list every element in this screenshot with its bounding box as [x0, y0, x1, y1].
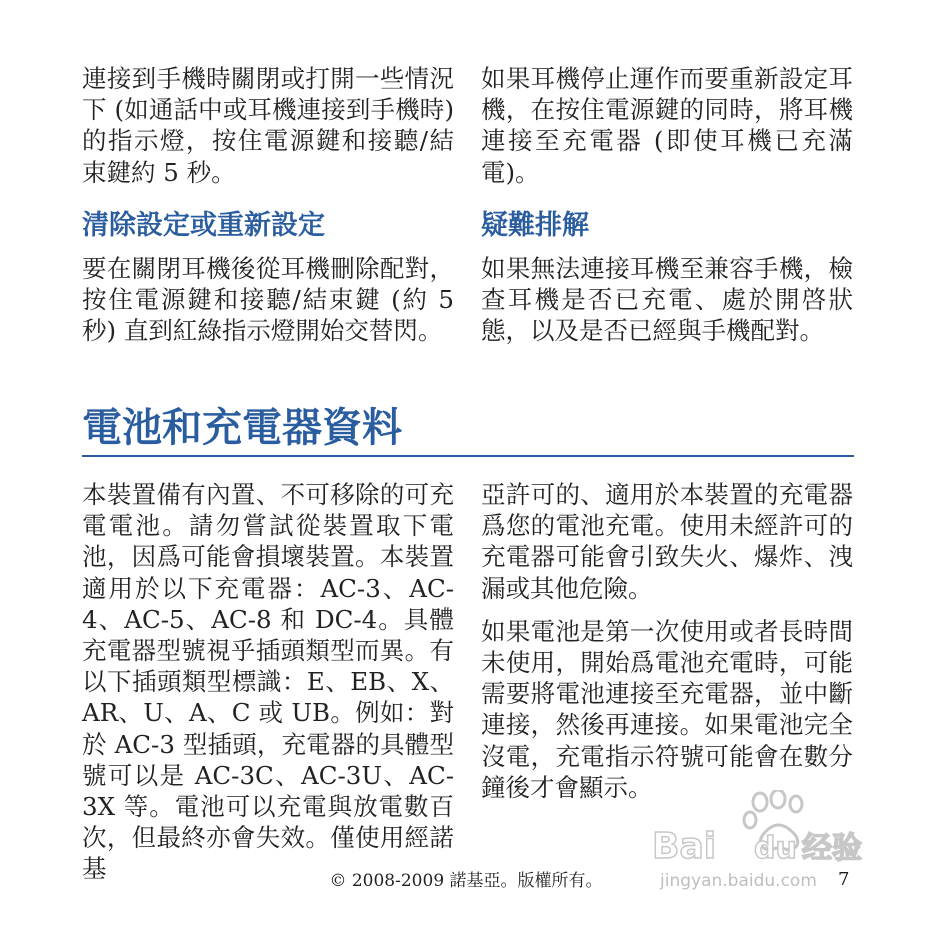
- page-number: 7: [838, 869, 850, 890]
- battery-right-text-block: [481, 479, 853, 803]
- svg-text:经验: 经验: [802, 831, 862, 866]
- paragraph: 亞許可的、適用於本裝置的充電器爲您的電池充電。使用未經許可的充電器可能會引致失火、爆炸、洩漏或其他危險。: [481, 480, 853, 603]
- svg-text:jingyan.baidu.com: jingyan.baidu.com: [660, 871, 817, 890]
- reset-body-block: [82, 253, 454, 347]
- top-left-text-block: [82, 63, 454, 188]
- heading-divider: [82, 455, 854, 457]
- paragraph: 如果無法連接耳機至兼容手機，檢查耳機是否已充電、處於開啓狀態，以及是否已經與手機配對。: [481, 254, 853, 346]
- battery-section-title: 電池和充電器資料: [82, 405, 402, 451]
- paragraph: 本裝置備有內置、不可移除的可充電電池。請勿嘗試從裝置取下電池，因爲可能會損壞裝置。本裝置適用於以下充電器：AC-3、AC-4、AC-5、AC-8 和 DC-4。具體充電器型號視乎插頭類型而異。有以下插頭類型標識：E、EB、X、AR、U、A、C 或 UB。例如：對於 AC-3 型插頭，充電器的具體型號可以是 AC-3C、AC-3U、AC-3X 等。電池可以充電與放電數百次，但最終亦會失效。僅使用經諾基: [82, 480, 454, 884]
- paragraph: 連接到手機時關閉或打開一些情況下 (如通話中或耳機連接到手機時) 的指示燈，按住電源鍵和接聽/結束鍵約 5 秒。: [82, 64, 454, 187]
- paragraph: 如果耳機停止運作而要重新設定耳機，在按住電源鍵的同時，將耳機連接至充電器 (即使耳機已充滿電)。: [481, 64, 853, 187]
- reset-heading: 清除設定或重新設定: [82, 210, 325, 241]
- svg-text:Bai: Bai: [652, 826, 717, 867]
- troubleshoot-body-block: [481, 253, 853, 347]
- footer-copyright: © 2008-2009 諾基亞。版權所有。: [329, 871, 603, 891]
- svg-text:du: du: [754, 831, 797, 866]
- troubleshoot-heading: 疑難排解: [481, 210, 589, 241]
- paragraph: 如果電池是第一次使用或者長時間未使用，開始爲電池充電時，可能需要將電池連接至充電器，並中斷連接，然後再連接。如果電池完全沒電，充電指示符號可能會在數分鐘後才會顯示。: [481, 616, 853, 802]
- top-right-text-block: [481, 63, 853, 188]
- paragraph: 要在關閉耳機後從耳機刪除配對，按住電源鍵和接聽/結束鍵 (約 5 秒) 直到紅綠指示燈開始交替閃。: [82, 254, 454, 346]
- battery-left-text-block: [82, 479, 454, 885]
